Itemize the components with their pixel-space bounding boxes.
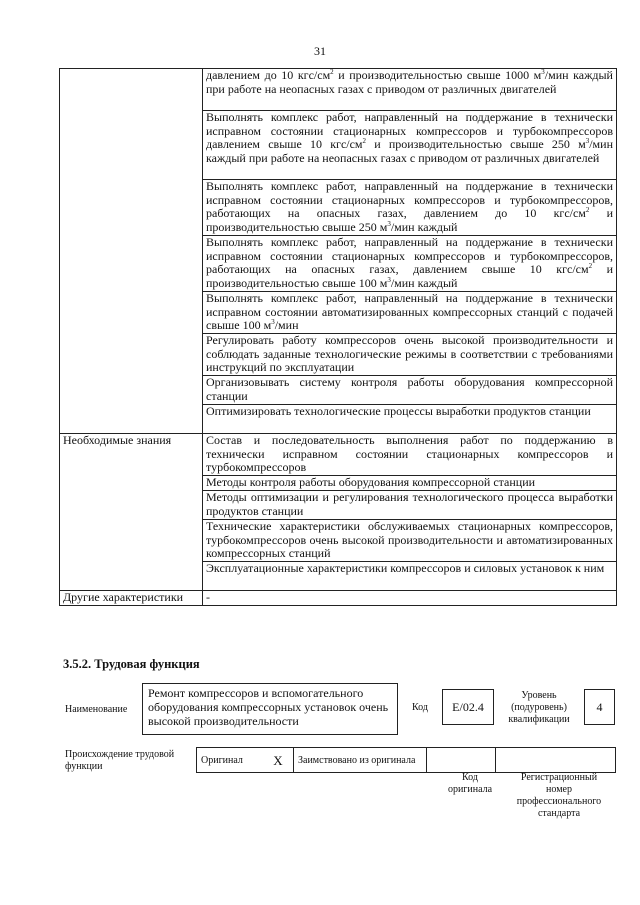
name-label: Наименование bbox=[65, 704, 128, 715]
reg-caption: Регистрационный номер профессионального стандарта bbox=[516, 772, 602, 819]
knowledge-cell: Технические характеристики обслуживаемых стационарных компрессоров, турбокомпрессоров очень высокой производительности и автоматизированных компрессорных станций bbox=[203, 520, 617, 562]
original-mark: X bbox=[263, 748, 294, 773]
table-row bbox=[60, 69, 617, 111]
skill-cell: давлением до 10 кгс/$см^2$ и производительностью свыше 1000 $м^3$/мин каждый при работе на неопасных газах с приводом от различных двигателей bbox=[203, 69, 617, 111]
original-label: Оригинал bbox=[197, 748, 264, 773]
knowledge-cell: Состав и последовательность выполнения работ по поддержанию в технически исправном состоянии стационарных компрессоров и турбокомпрессоров bbox=[203, 434, 617, 476]
table-row bbox=[60, 434, 617, 476]
section-title: 3.5.2. Трудовая функция bbox=[63, 657, 200, 671]
knowledge-cell: Методы оптимизации и регулирования технологического процесса выработки продуктов станции bbox=[203, 491, 617, 520]
skill-cell: Выполнять комплекс работ, направленный на поддержание в технически исправном состоянии стационарных компрессоров и турбокомпрессоров давлением свыше 10 кгс/$см^2$ и производительностью свыше 250 $м^3$/мин каждый при работе на неопасных газах с приводом от различных двигателей bbox=[203, 111, 617, 180]
knowledge-cell: Методы контроля работы оборудования компрессорной станции bbox=[203, 476, 617, 491]
code-value: E/02.4 bbox=[442, 689, 494, 725]
skill-cell: Выполнять комплекс работ, направленный на поддержание в технически исправном состоянии стационарных компрессоров и турбокомпрессоров, работающих на опасных газах, давлением до 10 кгс/$см^2$ и производительностью свыше 250 $м^3$/мин каждый bbox=[203, 180, 617, 236]
origin-table bbox=[196, 747, 616, 773]
skill-cell: Выполнять комплекс работ, направленный на поддержание в технически исправном состоянии стационарных компрессоров и турбокомпрессоров, работающих на опасных газах, давлением свыше 10 кгс/$см^2$ и производительностью свыше 100 $м^3$/мин каждый bbox=[203, 236, 617, 292]
other-label: Другие характеристики bbox=[60, 591, 203, 606]
page-number: 31 bbox=[314, 44, 326, 58]
skill-cell: Выполнять комплекс работ, направленный на поддержание в технически исправном состоянии автоматизированных компрессорных станций с подачей свыше 100 $м^3$/мин bbox=[203, 292, 617, 334]
code-caption: Код оригинала bbox=[447, 772, 493, 795]
skill-cell: Организовывать систему контроля работы оборудования компрессорной станции bbox=[203, 376, 617, 405]
knowledge-label: Необходимые знания bbox=[60, 434, 203, 591]
origin-code-cell bbox=[427, 748, 496, 773]
empty-label-cell bbox=[60, 69, 203, 434]
skill-cell: Регулировать работу компрессоров очень высокой производительности и соблюдать заданные технологические режимы в соответствии с требованиями инструкций по эксплуатации bbox=[203, 334, 617, 376]
name-value: Ремонт компрессоров и вспомогательного оборудования компрессорных установок очень высокой производительности bbox=[142, 683, 398, 735]
level-label: Уровень (подуровень) квалификации bbox=[508, 690, 570, 725]
code-label: Код bbox=[412, 702, 428, 713]
borrowed-label: Заимствовано из оригинала bbox=[294, 748, 427, 773]
reg-number-cell bbox=[496, 748, 616, 773]
level-value: 4 bbox=[584, 689, 615, 725]
competency-table bbox=[59, 68, 617, 606]
other-value: - bbox=[203, 591, 617, 606]
knowledge-cell: Эксплуатационные характеристики компрессоров и силовых установок к ним bbox=[203, 562, 617, 591]
skill-cell: Оптимизировать технологические процессы выработки продуктов станции bbox=[203, 405, 617, 434]
table-row bbox=[60, 591, 617, 606]
table-row bbox=[197, 748, 616, 773]
origin-label: Происхождение трудовой функции bbox=[65, 749, 175, 772]
